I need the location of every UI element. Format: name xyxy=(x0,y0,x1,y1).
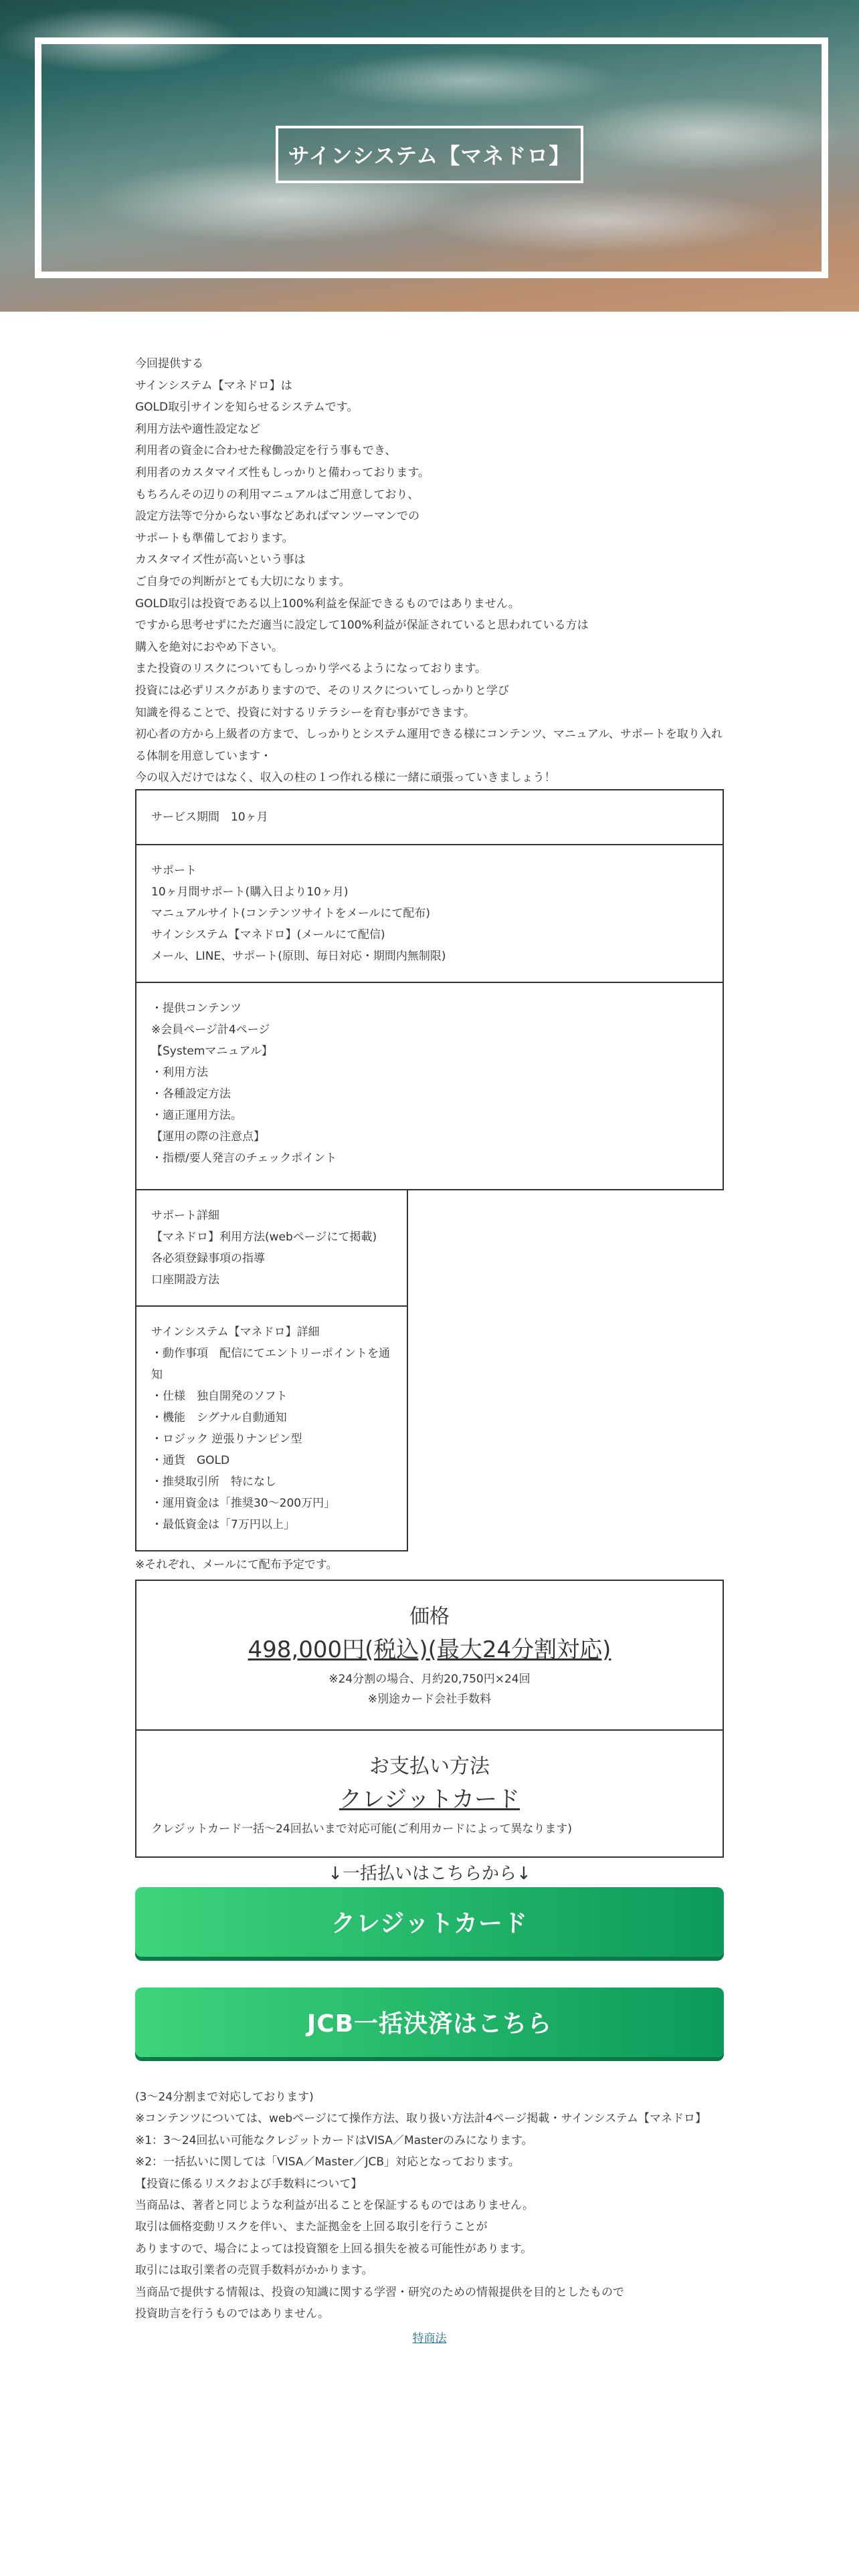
system-detail-line: ・運用資金は「推奨30～200万円」 xyxy=(151,1496,336,1510)
intro-line: 初心者の方から上級者の方まで、しっかりとシステム運用できる様にコンテンツ、マニュアル、サポートを取り入れる体制を用意しています・ xyxy=(135,728,723,763)
support-line: サインシステム【マネドロ】(メールにて配信) xyxy=(151,928,385,942)
intro-line: 利用者のカスタマイズ性もしっかりと備わっております。 xyxy=(135,465,430,479)
system-detail-line: ・推奨取引所 特になし xyxy=(151,1475,276,1489)
support-detail-box xyxy=(135,1190,408,1307)
service-period-box xyxy=(135,789,724,845)
intro-line: カスタマイズ性が高いという事は xyxy=(135,553,306,567)
contents-line: 【運用の際の注意点】 xyxy=(151,1130,265,1144)
intro-line: ご自身での判断がとても大切になります。 xyxy=(135,574,351,588)
footer-line: 投資助言を行うものではありません。 xyxy=(135,2306,330,2321)
intro-text xyxy=(135,353,724,789)
contents-line: ※会員ページ計4ページ xyxy=(151,1023,270,1037)
legal-notice-link[interactable]: 特商法 xyxy=(412,2332,447,2346)
system-detail-line: ・通貨 GOLD xyxy=(151,1453,230,1467)
payment-note: クレジットカード一括〜24回払いまで対応可能(ご利用カードによって異なります) xyxy=(151,1822,572,1836)
support-line: メール、LINE、サポート(原則、毎日対応・期間内無制限) xyxy=(151,949,446,963)
service-period-text: サービス期間 10ヶ月 xyxy=(151,810,268,824)
main-content xyxy=(135,312,724,2345)
footer-line: 【投資に係るリスクおよび手数料について】 xyxy=(135,2177,363,2191)
intro-line: もちろんその辺りの利用マニュアルはご用意しており、 xyxy=(135,488,419,502)
intro-line: 利用者の資金に合わせた稼働設定を行う事もでき、 xyxy=(135,444,397,458)
footer-line: 当商品は、著者と同じような利益が出ることを保証するものではありません。 xyxy=(135,2198,535,2212)
jcb-payment-button[interactable]: JCB一括決済はこちら xyxy=(135,1988,724,2057)
support-detail-line: サポート詳細 xyxy=(151,1208,219,1222)
intro-line: GOLD取引サインを知らせるシステムです。 xyxy=(135,401,359,415)
intro-line: サインシステム【マネドロ】は xyxy=(135,379,292,393)
price-note-installment: ※24分割の場合、月約20,750円×24回 xyxy=(328,1672,531,1686)
intro-line: GOLD取引は投資である以上100%利益を保証できるものではありません。 xyxy=(135,597,520,611)
intro-line: 投資には必ずリスクがありますので、そのリスクについてしっかりと学び xyxy=(135,683,509,697)
support-detail-line: 口座開設方法 xyxy=(151,1273,219,1287)
footer-line: 当商品で提供する情報は、投資の知識に関する学習・研究のための情報提供を目的としたもので xyxy=(135,2285,624,2299)
support-line: 10ヶ月間サポート(購入日より10ヶ月) xyxy=(151,885,349,899)
contents-line: ・各種設定方法 xyxy=(151,1087,231,1101)
system-detail-line: ・ロジック 逆張りナンピン型 xyxy=(151,1432,302,1446)
intro-line: また投資のリスクについてもしっかり学べるようになっております。 xyxy=(135,662,486,676)
lump-sum-arrow-text: ↓一括払いはこちらから↓ xyxy=(328,1863,531,1884)
system-detail-line: サインシステム【マネドロ】詳細 xyxy=(151,1325,320,1339)
intro-line: 今回提供する xyxy=(135,357,203,370)
price-box xyxy=(135,1580,724,1731)
intro-line: サポートも準備しております。 xyxy=(135,531,294,545)
payment-method: クレジットカード xyxy=(339,1786,520,1813)
payment-box xyxy=(135,1731,724,1858)
footer-line: (3〜24分割まで対応しております) xyxy=(135,2090,314,2104)
system-detail-line: ・仕様 独自開発のソフト xyxy=(151,1389,288,1403)
intro-line: 設定方法等で分からない事などあればマンツーマンでの xyxy=(135,510,419,524)
system-detail-line: ・最低資金は「7万円以上」 xyxy=(151,1517,295,1531)
footer-notes xyxy=(135,2086,724,2325)
support-line: サポート xyxy=(151,863,197,877)
price-heading: 価格 xyxy=(409,1604,450,1628)
intro-line: 知識を得ることで、投資に対するリテラシーを育む事ができます。 xyxy=(135,706,475,720)
hero-banner xyxy=(0,0,859,312)
contents-line: ・提供コンテンツ xyxy=(151,1001,242,1015)
footer-line: ※2：一括払いに関しては「VISA／Master／JCB」対応となっております。 xyxy=(135,2155,520,2169)
support-box xyxy=(135,845,724,983)
distribution-note: ※それぞれ、メールにて配布予定です。 xyxy=(135,1558,338,1572)
footer-line: 取引には取引業者の売買手数料がかかります。 xyxy=(135,2264,373,2278)
support-line: マニュアルサイト(コンテンツサイトをメールにて配布) xyxy=(151,906,431,920)
system-detail-box xyxy=(135,1307,408,1551)
footer-line: ※1：3〜24回払い可能なクレジットカードはVISA／Masterのみになります。 xyxy=(135,2133,533,2147)
payment-heading: お支払い方法 xyxy=(369,1754,490,1778)
intro-line: 利用方法や適性設定など xyxy=(135,422,260,436)
contents-line: 【Systemマニュアル】 xyxy=(151,1044,273,1058)
footer-line: ありますので、場合によっては投資額を上回る損失を被る可能性があります。 xyxy=(135,2242,533,2256)
contents-line: ・利用方法 xyxy=(151,1065,208,1079)
system-detail-line: ・機能 シグナル自動通知 xyxy=(151,1410,287,1424)
system-detail-line: ・動作事項 配信にてエントリーポイントを通知 xyxy=(151,1346,390,1382)
contents-box xyxy=(135,983,724,1190)
footer-line: ※コンテンツについては、webページにて操作方法、取り扱い方法計4ページ掲載・サインシステム【マネドロ】 xyxy=(135,2112,707,2126)
price-note-fee: ※別途カード会社手数料 xyxy=(367,1692,492,1706)
support-detail-line: 【マネドロ】利用方法(webページにて掲載) xyxy=(151,1230,377,1244)
support-detail-line: 各必須登録事項の指導 xyxy=(151,1251,265,1265)
hero-title: サインシステム【マネドロ】 xyxy=(276,126,583,183)
price-amount: 498,000円(税込)(最大24分割対応) xyxy=(248,1636,611,1663)
footer-line: 取引は価格変動リスクを伴い、また証拠金を上回る取引を行うことが xyxy=(135,2220,488,2234)
credit-card-button[interactable]: クレジットカード xyxy=(135,1887,724,1957)
contents-line: ・適正運用方法。 xyxy=(151,1108,242,1122)
intro-line: ですから思考せずにただ適当に設定して100%利益が保証されていると思われている方は xyxy=(135,619,589,633)
contents-line: ・指標/要人発言のチェックポイント xyxy=(151,1151,337,1165)
intro-line: 今の収入だけではなく、収入の柱の１つ作れる様に一緒に頑張っていきましょう！ xyxy=(135,771,556,785)
intro-line: 購入を絶対におやめ下さい。 xyxy=(135,640,283,654)
